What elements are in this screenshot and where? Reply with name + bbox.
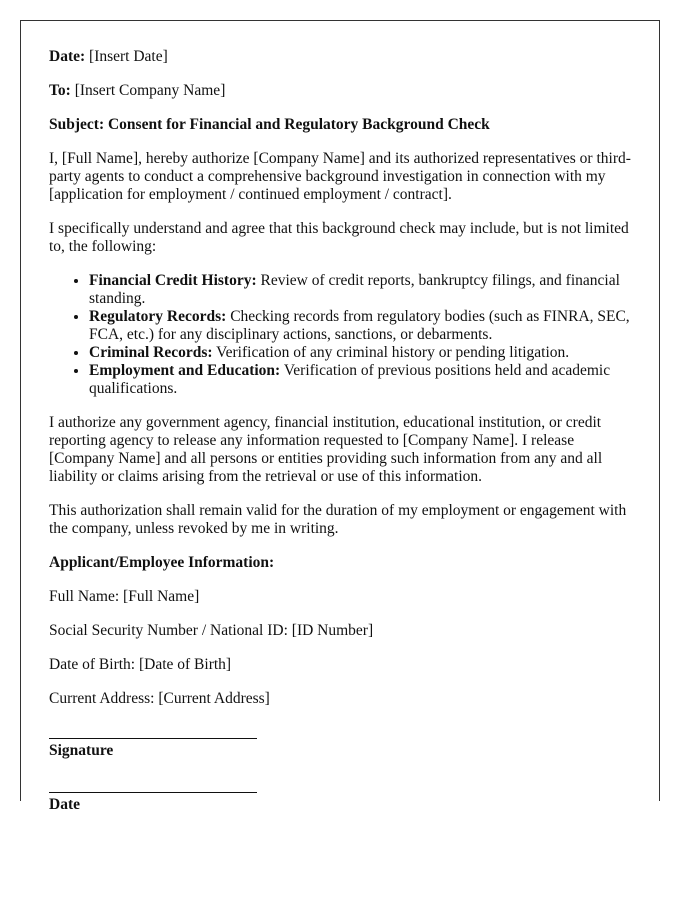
date-signature-line: [49, 792, 257, 793]
signature-block: [49, 738, 631, 814]
info-full-name: Full Name: [Full Name]: [49, 588, 200, 605]
item-text: Checking records from regulatory bodies (such as FINRA, SEC, FCA, etc.) for any disciplinary actions, sanctions, or debarments.: [89, 308, 630, 343]
list-item: [89, 308, 631, 344]
date-value: [Insert Date]: [89, 48, 168, 65]
date-label: Date:: [49, 48, 86, 65]
validity-paragraph: This authorization shall remain valid for the duration of my employment or engagement with the company, unless revoked by me in writing.: [49, 502, 627, 537]
subject-line: [49, 116, 631, 134]
item-text: Verification of previous positions held and academic qualifications.: [89, 362, 611, 397]
signature-line: [49, 738, 257, 739]
to-value: [Insert Company Name]: [74, 82, 226, 99]
list-item: [89, 272, 631, 308]
item-text: Review of credit reports, bankruptcy filings, and financial standing.: [89, 272, 620, 307]
intro-paragraph: I, [Full Name], hereby authorize [Company Name] and its authorized representatives or third-party agents to conduct a comprehensive background investigation in connection with my [application for employment / continued employment / contract].: [49, 150, 631, 203]
info-date-of-birth: Date of Birth: [Date of Birth]: [49, 656, 232, 673]
list-item: [89, 362, 631, 398]
to-label: To:: [49, 82, 71, 99]
info-heading: [49, 554, 631, 572]
signature-label: Signature: [49, 742, 114, 759]
item-title: Financial Credit History:: [89, 272, 257, 289]
check-items-list: [49, 272, 631, 398]
list-item: [89, 344, 631, 362]
release-paragraph: I authorize any government agency, financial institution, educational institution, or credit reporting agency to release any information requested to [Company Name]. I release [Company Name] and all persons or entities providing such information from any and all liability or claims arising from the retrieval or use of this information.: [49, 414, 603, 485]
to-line: [49, 82, 631, 100]
item-title: Regulatory Records:: [89, 308, 227, 325]
date-signature-label: Date: [49, 796, 80, 813]
info-id-number: Social Security Number / National ID: [ID Number]: [49, 622, 374, 639]
info-current-address: Current Address: [Current Address]: [49, 690, 270, 707]
consent-letter-page: [20, 20, 660, 813]
date-line: [49, 48, 631, 66]
item-title: Criminal Records:: [89, 344, 213, 361]
info-heading-text: Applicant/Employee Information:: [49, 554, 275, 571]
item-title: Employment and Education:: [89, 362, 281, 379]
understand-paragraph: I specifically understand and agree that this background check may include, but is not limited to, the following:: [49, 220, 629, 255]
item-text: Verification of any criminal history or pending litigation.: [216, 344, 570, 361]
subject-text: Subject: Consent for Financial and Regulatory Background Check: [49, 116, 490, 133]
